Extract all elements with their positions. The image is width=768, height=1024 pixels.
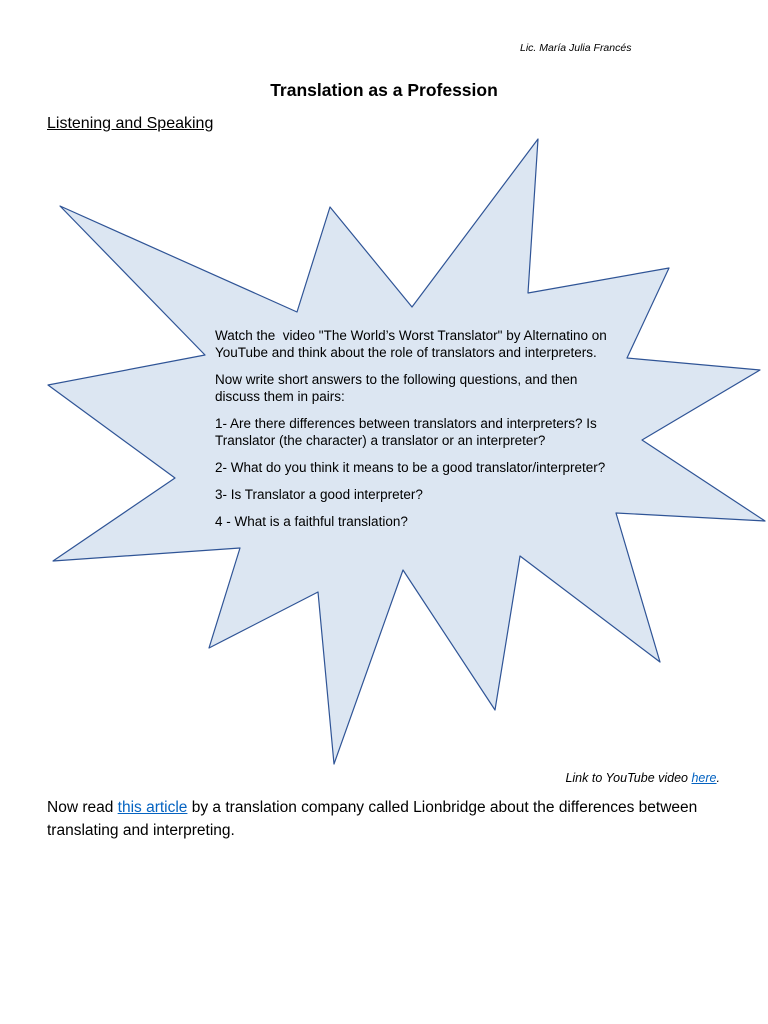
video-link-prefix: Link to YouTube video [565,771,692,785]
article-link[interactable]: this article [117,799,188,816]
question-1-line-1: 1- Are there differences between translators and interpreters? Is [215,416,597,431]
question-4 [215,513,607,530]
video-link-suffix: . [716,771,720,785]
question-4-line-1: 4 - What is a faithful translation? [215,514,408,529]
reading-line-2: translating and interpreting. [47,822,235,839]
activity-box [215,327,607,540]
instruction-line-2: YouTube and think about the role of translators and interpreters. [215,345,597,360]
reading-line-1-rest: by a translation company called Lionbridge about the differences between [187,799,698,816]
question-3 [215,486,607,503]
question-2-line-1: 2- What do you think it means to be a good translator/interpreter? [215,460,606,475]
reading-line-1 [47,796,697,819]
question-3-line-1: 3- Is Translator a good interpreter? [215,487,423,502]
section-heading: Listening and Speaking [47,115,214,132]
activity-task [215,371,607,405]
question-1 [215,415,607,449]
video-link-note [565,770,720,786]
author-credit: Lic. María Julia Francés [520,42,632,54]
question-1-line-2: Translator (the character) a translator or an interpreter? [215,433,546,448]
page-title: Translation as a Profession [270,80,498,100]
question-2 [215,459,607,476]
video-link-here[interactable]: here [691,771,717,785]
task-line-2: discuss them in pairs: [215,389,345,404]
reading-paragraph [47,796,697,842]
task-line-1: Now write short answers to the following questions, and then [215,372,578,387]
reading-prefix: Now read [47,799,118,816]
activity-instruction [215,327,607,361]
instruction-line-1: Watch the video "The World’s Worst Translator" by Alternatino on [215,328,607,343]
